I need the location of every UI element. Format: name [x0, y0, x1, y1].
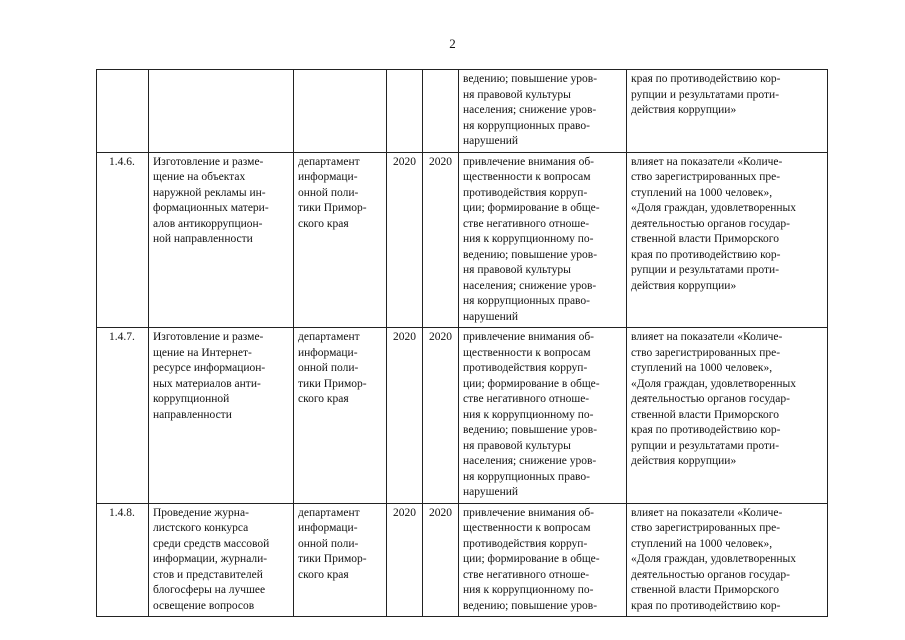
cell-text-line: края по противодействию кор-	[631, 248, 781, 261]
cell-text-line: противодействия корруп-	[463, 186, 588, 199]
cell-indicator-impact	[627, 328, 828, 504]
cell-text: 2020	[429, 155, 452, 168]
cell-text-line: края по противодействию кор-	[631, 424, 781, 436]
table-body	[97, 70, 828, 617]
cell-text-line: коррупционной	[153, 393, 230, 405]
cell-text-line: Изготовление и разме-	[153, 155, 264, 168]
cell-measure	[149, 503, 294, 617]
cell-text-line: департамент	[298, 331, 360, 343]
cell-text: 1.4.6.	[109, 155, 135, 168]
cell-text-line: ственной власти Приморского	[631, 233, 779, 245]
cell-text-line: ня правовой культуры	[463, 88, 571, 101]
cell-text-line: направленности	[153, 408, 232, 421]
cell-text-line: ского края	[298, 568, 349, 581]
cell-text-line: ня коррупционных право-	[463, 119, 590, 132]
cell-text-line: ции; формирование в обще-	[463, 202, 600, 214]
cell-executor	[294, 152, 387, 328]
cell-text-line: противодействия корруп-	[463, 362, 588, 374]
cell-text-line: рупции и результатами проти-	[631, 88, 780, 101]
cell-text-line: привлечение внимания об-	[463, 331, 595, 343]
cell-text-line: ных материалов анти-	[153, 377, 261, 390]
cell-text-line: ведению; повышение уров-	[463, 248, 598, 261]
cell-measure	[149, 152, 294, 328]
cell-end-year	[423, 328, 459, 504]
cell-text-line: ня коррупционных право-	[463, 295, 590, 307]
cell-start-year	[387, 152, 423, 328]
cell-text-line: ния к коррупционному по-	[463, 408, 594, 421]
cell-end-year	[423, 152, 459, 328]
cell-text-line: ции; формирование в обще-	[463, 377, 600, 390]
cell-text-line: ственной власти Приморского	[631, 584, 779, 596]
cell-text-line: щественности к вопросам	[463, 522, 591, 534]
cell-text-line: ство зарегистрированных пре-	[631, 522, 781, 534]
cell-expected-result	[459, 70, 627, 153]
cell-executor	[294, 328, 387, 504]
cell-text-line: ского края	[298, 393, 349, 405]
cell-text-line: ции; формирование в обще-	[463, 553, 600, 565]
cell-text-line: деятельностью органов государ-	[631, 568, 790, 581]
cell-text-line: ство зарегистрированных пре-	[631, 171, 781, 183]
cell-text-line: Изготовление и разме-	[153, 331, 264, 343]
cell-text-line: нарушений	[463, 310, 519, 323]
cell-start-year	[387, 503, 423, 617]
cell-text-line: ского края	[298, 217, 349, 230]
cell-text-line: ведению; повышение уров-	[463, 599, 598, 612]
cell-text-line: щественности к вопросам	[463, 346, 591, 359]
cell-text-line: ственной власти Приморского	[631, 408, 779, 421]
cell-measure	[149, 328, 294, 504]
cell-text: 1.4.8.	[109, 506, 135, 519]
cell-text-line: нарушений	[463, 135, 519, 147]
cell-indicator-impact	[627, 503, 828, 617]
cell-text-line: ня коррупционных право-	[463, 470, 590, 483]
cell-text-line: тики Примор-	[298, 553, 367, 565]
table-row	[97, 503, 828, 617]
cell-text-line: ня правовой культуры	[463, 264, 571, 276]
cell-expected-result	[459, 328, 627, 504]
cell-text-line: нарушений	[463, 486, 519, 498]
cell-text-line: ния к коррупционному по-	[463, 584, 594, 596]
cell-text-line: ния к коррупционному по-	[463, 233, 594, 245]
cell-text-line: ня правовой культуры	[463, 439, 571, 452]
cell-text-line: рупции и результатами проти-	[631, 439, 780, 452]
cell-text-line: департамент	[298, 155, 360, 168]
cell-text-line: наружной рекламы ин-	[153, 186, 266, 199]
cell-item-number	[97, 70, 149, 153]
cell-text-line: стве негативного отноше-	[463, 217, 590, 230]
cell-item-number	[97, 503, 149, 617]
cell-text-line: ство зарегистрированных пре-	[631, 346, 781, 359]
cell-text-line: тики Примор-	[298, 202, 367, 214]
cell-text-line: информации, журнали-	[153, 553, 268, 565]
cell-text-line: щение на объектах	[153, 171, 246, 183]
cell-start-year	[387, 70, 423, 153]
cell-text-line: «Доля граждан, удовлетворенных	[631, 202, 796, 214]
cell-text-line: влияет на показатели «Количе-	[631, 506, 783, 519]
cell-text-line: «Доля граждан, удовлетворенных	[631, 377, 796, 390]
cell-text-line: ступлений на 1000 человек»,	[631, 362, 773, 374]
cell-text-line: «Доля граждан, удовлетворенных	[631, 553, 796, 565]
cell-text-line: противодействия корруп-	[463, 537, 588, 550]
cell-text-line: ной направленности	[153, 233, 253, 245]
cell-text-line: онной поли-	[298, 186, 359, 199]
cell-text: 2020	[393, 155, 416, 168]
cell-text: 2020	[393, 331, 416, 343]
table-row	[97, 328, 828, 504]
cell-text-line: привлечение внимания об-	[463, 155, 595, 168]
cell-text-line: информаци-	[298, 171, 358, 183]
page-number: 2	[449, 36, 456, 51]
cell-measure	[149, 70, 294, 153]
cell-end-year	[423, 503, 459, 617]
cell-text-line: действия коррупции»	[631, 104, 737, 116]
cell-text-line: информаци-	[298, 522, 358, 534]
cell-text: 1.4.7.	[109, 331, 135, 343]
cell-text-line: формационных матери-	[153, 202, 269, 214]
cell-text-line: среди средств массовой	[153, 537, 270, 550]
cell-text: 2020	[429, 506, 452, 519]
cell-text: 2020	[429, 331, 452, 343]
cell-text-line: освещение вопросов	[153, 599, 255, 612]
cell-text-line: деятельностью органов государ-	[631, 393, 790, 405]
cell-text-line: ресурсе информацион-	[153, 362, 266, 374]
cell-text-line: ступлений на 1000 человек»,	[631, 186, 773, 199]
cell-text-line: информаци-	[298, 346, 358, 359]
cell-text-line: листского конкурса	[153, 522, 249, 534]
cell-executor	[294, 503, 387, 617]
cell-text-line: щественности к вопросам	[463, 171, 591, 183]
cell-expected-result	[459, 503, 627, 617]
cell-text-line: деятельностью органов государ-	[631, 217, 790, 230]
cell-text-line: влияет на показатели «Количе-	[631, 155, 783, 168]
cell-text-line: края по противодействию кор-	[631, 73, 781, 85]
cell-text-line: стов и представителей	[153, 568, 263, 581]
cell-text-line: населения; снижение уров-	[463, 279, 597, 292]
cell-text-line: департамент	[298, 506, 360, 519]
cell-text-line: ведению; повышение уров-	[463, 424, 598, 436]
cell-text-line: тики Примор-	[298, 377, 367, 390]
cell-text: 2020	[393, 506, 416, 519]
cell-text-line: онной поли-	[298, 537, 359, 550]
cell-text-line: действия коррупции»	[631, 279, 737, 292]
cell-text-line: ступлений на 1000 человек»,	[631, 537, 773, 550]
cell-end-year	[423, 70, 459, 153]
cell-text-line: влияет на показатели «Количе-	[631, 331, 783, 343]
cell-item-number	[97, 152, 149, 328]
table-row	[97, 70, 828, 153]
cell-text-line: населения; снижение уров-	[463, 104, 597, 116]
cell-indicator-impact	[627, 70, 828, 153]
cell-start-year	[387, 328, 423, 504]
cell-text-line: населения; снижение уров-	[463, 455, 597, 467]
table-row	[97, 152, 828, 328]
cell-text-line: рупции и результатами проти-	[631, 264, 780, 276]
cell-text-line: действия коррупции»	[631, 455, 737, 467]
cell-text-line: алов антикоррупцион-	[153, 217, 263, 230]
cell-indicator-impact	[627, 152, 828, 328]
cell-text-line: блогосферы на лучшее	[153, 584, 266, 596]
cell-text-line: щение на Интернет-	[153, 346, 252, 359]
cell-text-line: онной поли-	[298, 362, 359, 374]
cell-text-line: привлечение внимания об-	[463, 506, 595, 519]
cell-text-line: стве негативного отноше-	[463, 568, 590, 581]
cell-expected-result	[459, 152, 627, 328]
cell-executor	[294, 70, 387, 153]
cell-text-line: стве негативного отноше-	[463, 393, 590, 405]
cell-text-line: края по противодействию кор-	[631, 599, 781, 612]
cell-text-line: ведению; повышение уров-	[463, 73, 598, 85]
cell-text-line: Проведение журна-	[153, 506, 249, 519]
cell-item-number	[97, 328, 149, 504]
measures-table	[96, 69, 828, 617]
